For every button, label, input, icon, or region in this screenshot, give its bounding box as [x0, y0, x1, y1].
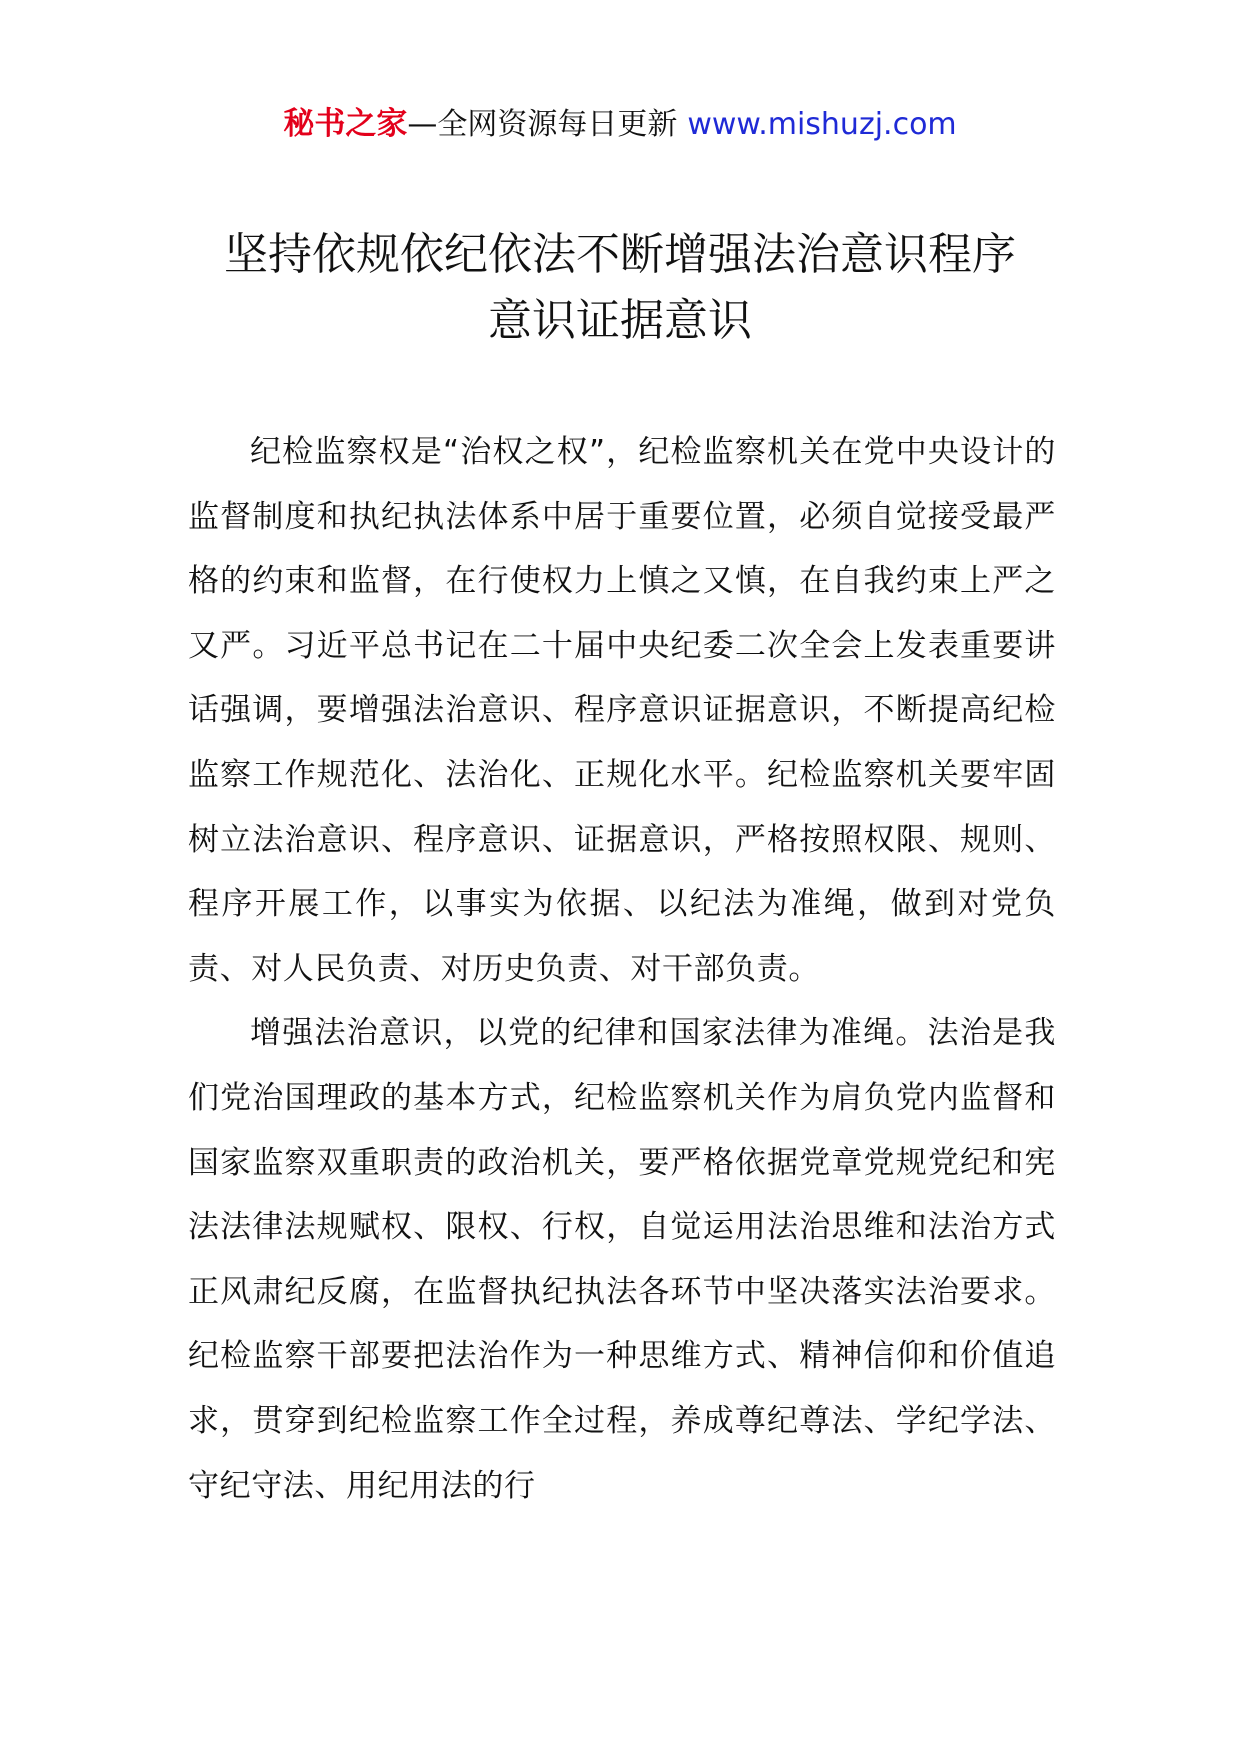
- site-header-banner: [0, 98, 1240, 151]
- document-title-line-2: 意识证据意识: [488, 295, 752, 346]
- site-slogan: —全网资源每日更新: [407, 107, 678, 142]
- document-title: [140, 222, 1100, 354]
- document-title-line-1: 坚持依规依纪依法不断增强法治意识程序: [224, 229, 1016, 280]
- site-url-link[interactable]: www.mishuzj.com: [687, 107, 957, 142]
- body-paragraph-1: 纪检监察权是“治权之权”，纪检监察机关在党中央设计的监督制度和执纪执法体系中居于重要位置，必须自觉接受最严格的约束和监督，在行使权力上慎之又慎，在自我约束上严之又严。习近平总书记在二十届中央纪委二次全会上发表重要讲话强调，要增强法治意识、程序意识证据意识，不断提高纪检监察工作规范化、法治化、正规化水平。纪检监察机关要牢固树立法治意识、程序意识、证据意识，严格按照权限、规则、程序开展工作，以事实为依据、以纪法为准绳，做到对党负责、对人民负责、对历史负责、对干部负责。: [188, 434, 1056, 987]
- site-brand: 秘书之家: [283, 106, 408, 142]
- body-paragraph-2: 增强法治意识，以党的纪律和国家法律为准绳。法治是我们党治国理政的基本方式，纪检监察机关作为肩负党内监督和国家监察双重职责的政治机关，要严格依据党章党规党纪和宪法法律法规赋权、限权、行权，自觉运用法治思维和法治方式正风肃纪反腐，在监督执纪执法各环节中坚决落实法治要求。纪检监察干部要把法治作为一种思维方式、精神信仰和价值追求，贯穿到纪检监察工作全过程，养成尊纪尊法、学纪学法、守纪守法、用纪用法的行: [188, 1015, 1056, 1504]
- document-body: [188, 420, 1056, 1518]
